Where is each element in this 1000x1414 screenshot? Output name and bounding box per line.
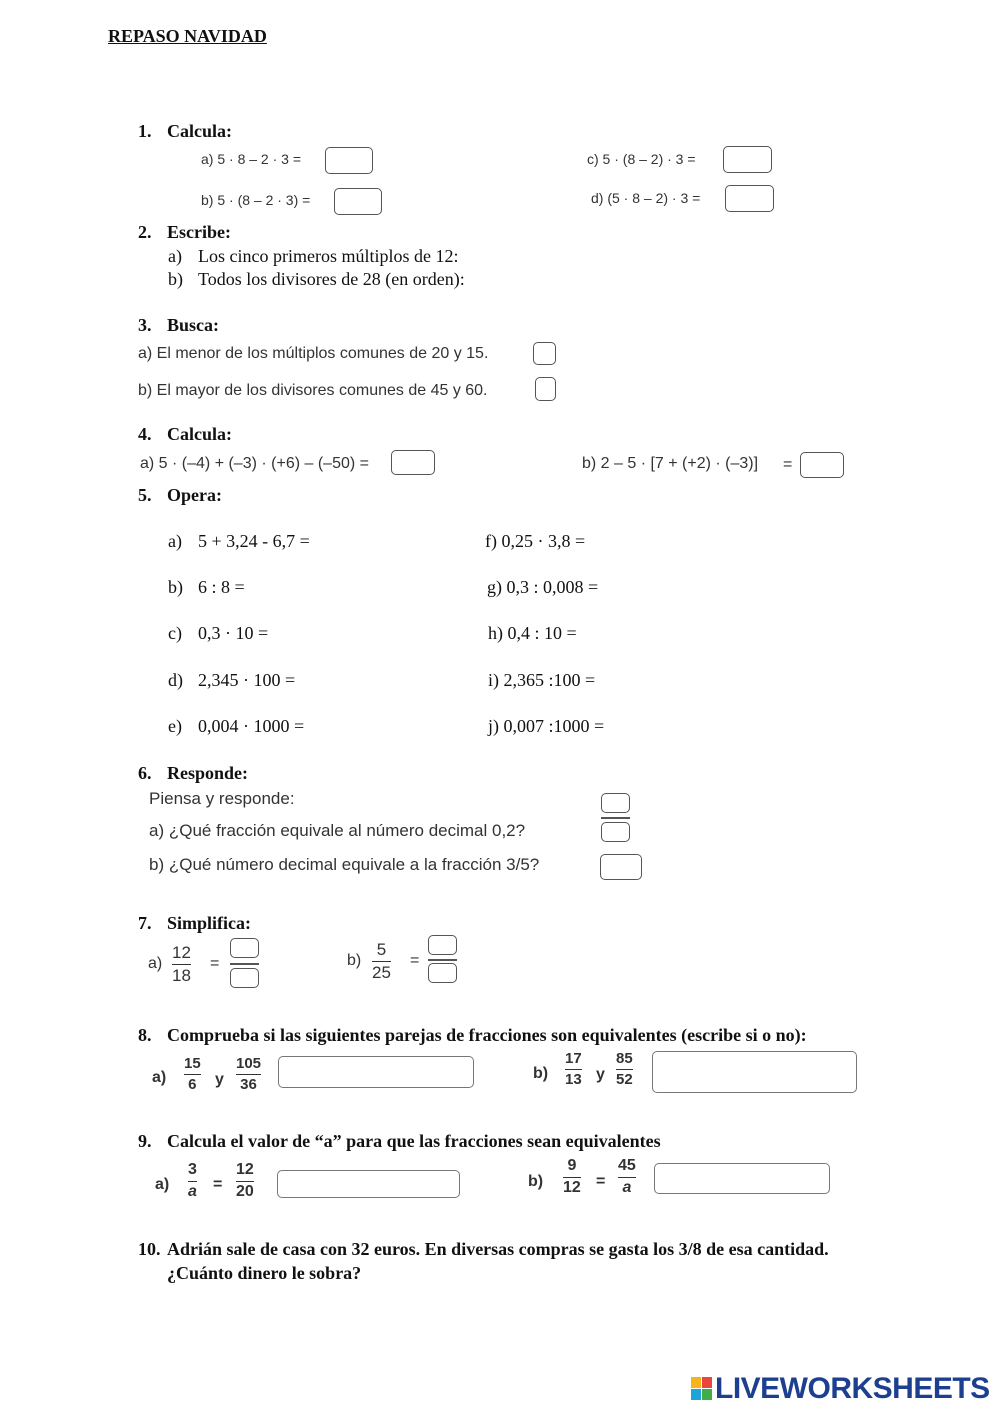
q8-b-fraction-2	[616, 1051, 633, 1088]
q6-intro: Piensa y responde:	[149, 789, 295, 808]
q1-item-b: b) 5 · (8 – 2 · 3) =	[201, 192, 311, 208]
q9-b-f1-line	[563, 1177, 581, 1179]
q1-item-c: c) 5 · (8 – 2) · 3 =	[587, 151, 696, 167]
q1-item-a: a) 5 · 8 – 2 · 3 =	[201, 151, 301, 167]
q4-b-equals: =	[783, 456, 793, 473]
q3-number: 3.	[138, 315, 152, 335]
q8-b-f2-denominator: 52	[616, 1071, 633, 1089]
q9-a-f2-denominator: 20	[236, 1183, 254, 1201]
q7-a-equals: =	[210, 955, 220, 972]
q9-a-f1-numerator: 3	[188, 1161, 197, 1178]
q8-a-f2-denominator: 36	[240, 1076, 257, 1094]
q2-b-label: b)	[168, 269, 183, 289]
q8-b-f1-numerator: 17	[565, 1050, 582, 1067]
q5-number: 5.	[138, 485, 152, 505]
q9-b-equals: =	[596, 1173, 606, 1190]
q8-b-and: y	[596, 1066, 605, 1083]
q6-heading: Responde:	[167, 763, 249, 783]
q9-a-equals: =	[213, 1176, 223, 1193]
q8-a-label: a)	[152, 1069, 167, 1086]
q8-b-fraction-1	[565, 1051, 582, 1088]
q3-a-answer-box[interactable]	[533, 342, 556, 365]
q5-e-expr: 0,004 · 1000 =	[198, 716, 305, 736]
q7-b-fraction	[372, 941, 391, 982]
q1-number: 1.	[138, 121, 152, 141]
q8-a-and: y	[215, 1071, 224, 1088]
q3-item-b: b) El mayor de los divisores comunes de 45 y 60.	[138, 382, 488, 399]
q5-g-expr: g) 0,3 : 0,008 =	[487, 577, 599, 597]
q9-b-f2-numerator: 45	[618, 1157, 636, 1174]
q9-b-f2-denominator: a	[622, 1179, 632, 1197]
q7-b-fraction-line	[372, 961, 391, 963]
q5-heading: Opera:	[167, 485, 222, 505]
q7-a-answer-bar	[230, 963, 259, 965]
q9-a-fraction-2	[236, 1162, 254, 1201]
q7-b-answer-bar	[428, 959, 457, 961]
q1-d-answer-box[interactable]	[725, 185, 774, 212]
q6-b-answer-box[interactable]	[600, 854, 642, 880]
q2-b-text: Todos los divisores de 28 (en orden):	[198, 269, 465, 289]
q9-a-fraction-1	[188, 1162, 197, 1201]
q10-number: 10.	[138, 1239, 161, 1259]
q8-a-f2-line	[236, 1074, 261, 1076]
q8-b-answer-input[interactable]	[652, 1051, 857, 1093]
q6-item-a: a) ¿Qué fracción equivale al número decimal 0,2?	[149, 821, 526, 840]
q7-b-denominator-box[interactable]	[428, 963, 457, 983]
q7-b-denominator: 25	[372, 963, 391, 983]
q6-a-fraction-bar	[601, 817, 630, 819]
liveworksheets-wordmark: LIVEWORKSHEETS	[715, 1372, 990, 1405]
q5-h-expr: h) 0,4 : 10 =	[488, 623, 577, 643]
q5-i-expr: i) 2,365 :100 =	[488, 670, 596, 690]
q7-a-denominator: 18	[172, 966, 191, 986]
q1-a-answer-box[interactable]	[325, 147, 373, 174]
q7-a-fraction-line	[172, 964, 191, 966]
q9-a-f2-numerator: 12	[236, 1161, 254, 1178]
q7-a-label: a)	[148, 955, 163, 972]
q8-b-f2-line	[616, 1069, 633, 1071]
q5-a-expr: 5 + 3,24 - 6,7 =	[198, 531, 310, 551]
q4-number: 4.	[138, 424, 152, 444]
q7-heading: Simplifica:	[167, 913, 251, 933]
q10-line-2: ¿Cuánto dinero le sobra?	[167, 1263, 362, 1283]
page-title: REPASO NAVIDAD	[108, 26, 267, 46]
q9-b-answer-input[interactable]	[654, 1163, 830, 1194]
q5-b-expr: 6 : 8 =	[198, 577, 245, 597]
q9-a-label: a)	[155, 1176, 170, 1193]
q3-heading: Busca:	[167, 315, 220, 335]
q7-b-equals: =	[410, 952, 420, 969]
q9-b-fraction-2	[618, 1158, 636, 1197]
q4-heading: Calcula:	[167, 424, 232, 444]
q8-a-answer-input[interactable]	[278, 1056, 474, 1088]
q5-d-label: d)	[168, 670, 183, 690]
q7-a-numerator-box[interactable]	[230, 938, 259, 958]
liveworksheets-grid-icon	[691, 1377, 713, 1401]
q9-number: 9.	[138, 1131, 152, 1151]
q9-b-label: b)	[528, 1173, 544, 1190]
q9-b-f1-numerator: 9	[567, 1157, 577, 1174]
q2-a-label: a)	[168, 246, 182, 266]
q8-b-f2-numerator: 85	[616, 1050, 633, 1067]
q7-b-numerator: 5	[376, 940, 387, 959]
q1-b-answer-box[interactable]	[334, 188, 382, 215]
q5-b-label: b)	[168, 577, 183, 597]
q4-b-answer-box[interactable]	[800, 452, 844, 478]
q8-a-fraction-1	[184, 1056, 201, 1093]
q4-item-b: b) 2 – 5 · [7 + (+2) · (–3)]	[582, 455, 759, 472]
q5-c-label: c)	[168, 623, 182, 643]
q7-a-numerator: 12	[172, 943, 191, 962]
q9-a-f1-line	[188, 1181, 197, 1183]
q8-a-f1-numerator: 15	[184, 1055, 201, 1072]
q6-item-b: b) ¿Qué número decimal equivale a la fracción 3/5?	[149, 855, 540, 874]
q2-number: 2.	[138, 222, 152, 242]
q8-a-fraction-2	[236, 1056, 261, 1093]
q9-a-answer-input[interactable]	[277, 1170, 460, 1198]
q9-a-f2-line	[236, 1181, 254, 1183]
q2-a-text: Los cinco primeros múltiplos de 12:	[198, 246, 459, 266]
q7-b-numerator-box[interactable]	[428, 935, 457, 955]
q1-item-d: d) (5 · 8 – 2) · 3 =	[591, 190, 701, 206]
q6-number: 6.	[138, 763, 152, 783]
q8-heading: Comprueba si las siguientes parejas de fracciones son equivalentes (escribe si o no):	[167, 1025, 807, 1045]
q8-b-f1-denominator: 13	[565, 1071, 582, 1089]
q9-b-f2-line	[618, 1177, 636, 1179]
q8-a-f2-numerator: 105	[236, 1055, 262, 1072]
q6-a-numerator-box[interactable]	[601, 793, 630, 813]
q6-a-denominator-box[interactable]	[601, 822, 630, 842]
liveworksheets-logo	[691, 1374, 990, 1404]
q5-a-label: a)	[168, 531, 182, 551]
q4-item-a: a) 5 · (–4) + (–3) · (+6) – (–50) =	[140, 455, 369, 472]
q10-line-1: Adrián sale de casa con 32 euros. En diversas compras se gasta los 3/8 de esa cantidad.	[167, 1239, 829, 1259]
q2-heading: Escribe:	[167, 222, 231, 242]
q5-j-expr: j) 0,007 :1000 =	[488, 716, 605, 736]
q5-d-expr: 2,345 · 100 =	[198, 670, 296, 690]
q8-b-f1-line	[565, 1069, 582, 1071]
q1-c-answer-box[interactable]	[723, 146, 772, 173]
q7-a-denominator-box[interactable]	[230, 968, 259, 988]
q3-b-answer-box[interactable]	[535, 377, 556, 401]
q3-item-a: a) El menor de los múltiplos comunes de 20 y 15.	[138, 345, 489, 362]
q5-f-expr: f) 0,25 · 3,8 =	[485, 531, 586, 551]
q8-b-label: b)	[533, 1065, 549, 1082]
q7-a-fraction	[172, 944, 191, 985]
q9-heading: Calcula el valor de “a” para que las fracciones sean equivalentes	[167, 1131, 661, 1151]
q9-b-f1-denominator: 12	[563, 1179, 581, 1197]
q8-a-f1-line	[184, 1074, 201, 1076]
q9-b-fraction-1	[563, 1158, 581, 1197]
q4-a-answer-box[interactable]	[391, 450, 435, 475]
q8-a-f1-denominator: 6	[188, 1076, 197, 1094]
q7-number: 7.	[138, 913, 152, 933]
q9-a-f1-denominator: a	[188, 1183, 197, 1201]
q7-b-label: b)	[347, 952, 362, 969]
q5-c-expr: 0,3 · 10 =	[198, 623, 269, 643]
q8-number: 8.	[138, 1025, 152, 1045]
q5-e-label: e)	[168, 716, 182, 736]
q1-heading: Calcula:	[167, 121, 232, 141]
